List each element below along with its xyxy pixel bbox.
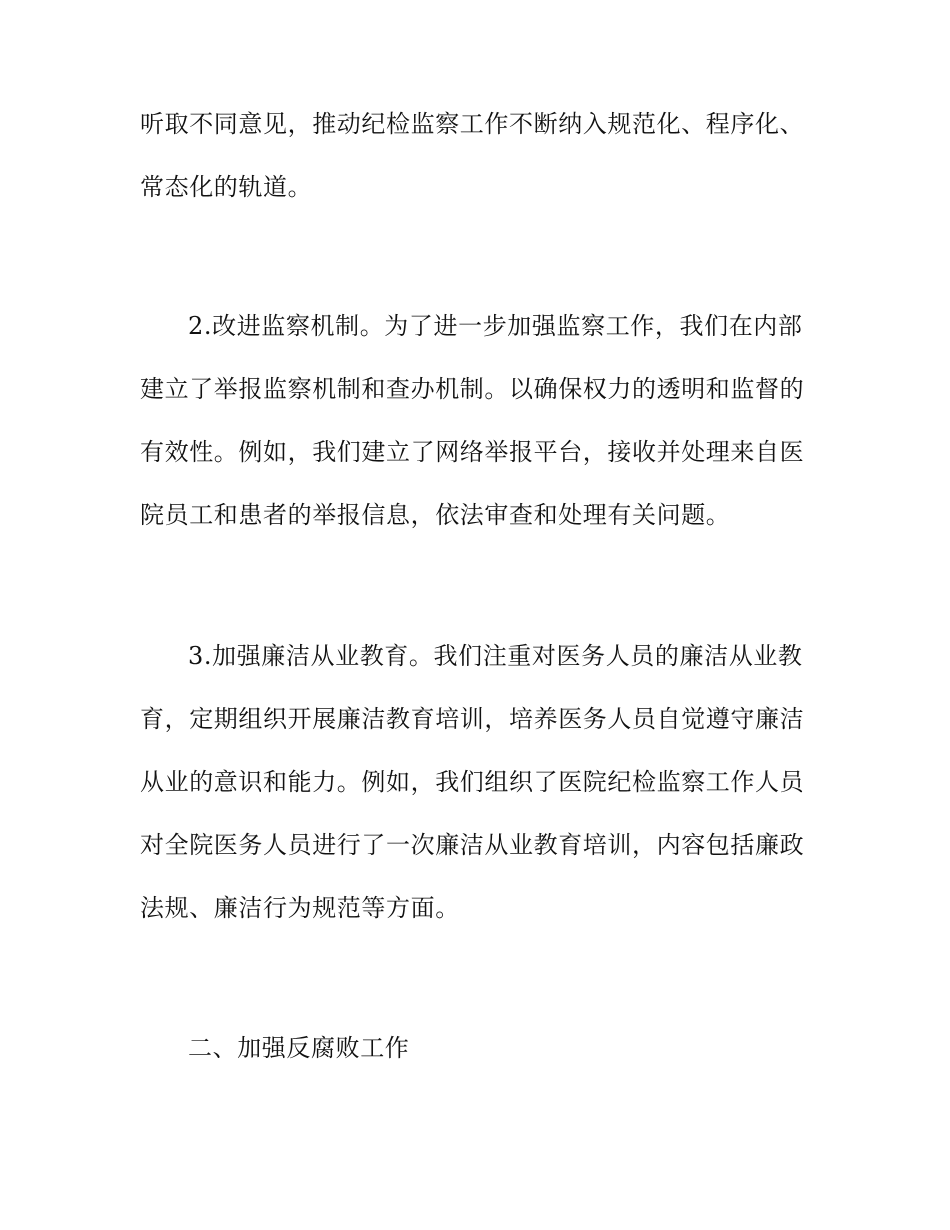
section-heading: 二、加强反腐败工作 <box>188 1034 410 1062</box>
paragraph-2-line-1: 2.改进监察机制。为了进一步加强监察工作，我们在内部 <box>188 312 803 340</box>
paragraph-3-line-2: 育，定期组织开展廉洁教育培训，培养医务人员自觉遵守廉洁 <box>140 705 805 733</box>
paragraph-3-line-3: 从业的意识和能力。例如，我们组织了医院纪检监察工作人员 <box>140 768 805 796</box>
paragraph-3-line-5: 法规、廉洁行为规范等方面。 <box>140 894 460 922</box>
paragraph-1-line-2: 常态化的轨道。 <box>140 173 313 201</box>
paragraph-3-line-1: 3.加强廉洁从业教育。我们注重对医务人员的廉洁从业教 <box>188 642 803 670</box>
paragraph-2-line-2: 建立了举报监察机制和查办机制。以确保权力的透明和监督的 <box>140 375 805 403</box>
paragraph-2-line-4: 院员工和患者的举报信息，依法审查和处理有关问题。 <box>140 501 731 529</box>
paragraph-1-line-1: 听取不同意见，推动纪检监察工作不断纳入规范化、程序化、 <box>140 110 805 138</box>
paragraph-2-line-3: 有效性。例如，我们建立了网络举报平台，接收并处理来自医 <box>140 438 805 466</box>
paragraph-3-line-4: 对全院医务人员进行了一次廉洁从业教育培训，内容包括廉政 <box>140 831 805 859</box>
